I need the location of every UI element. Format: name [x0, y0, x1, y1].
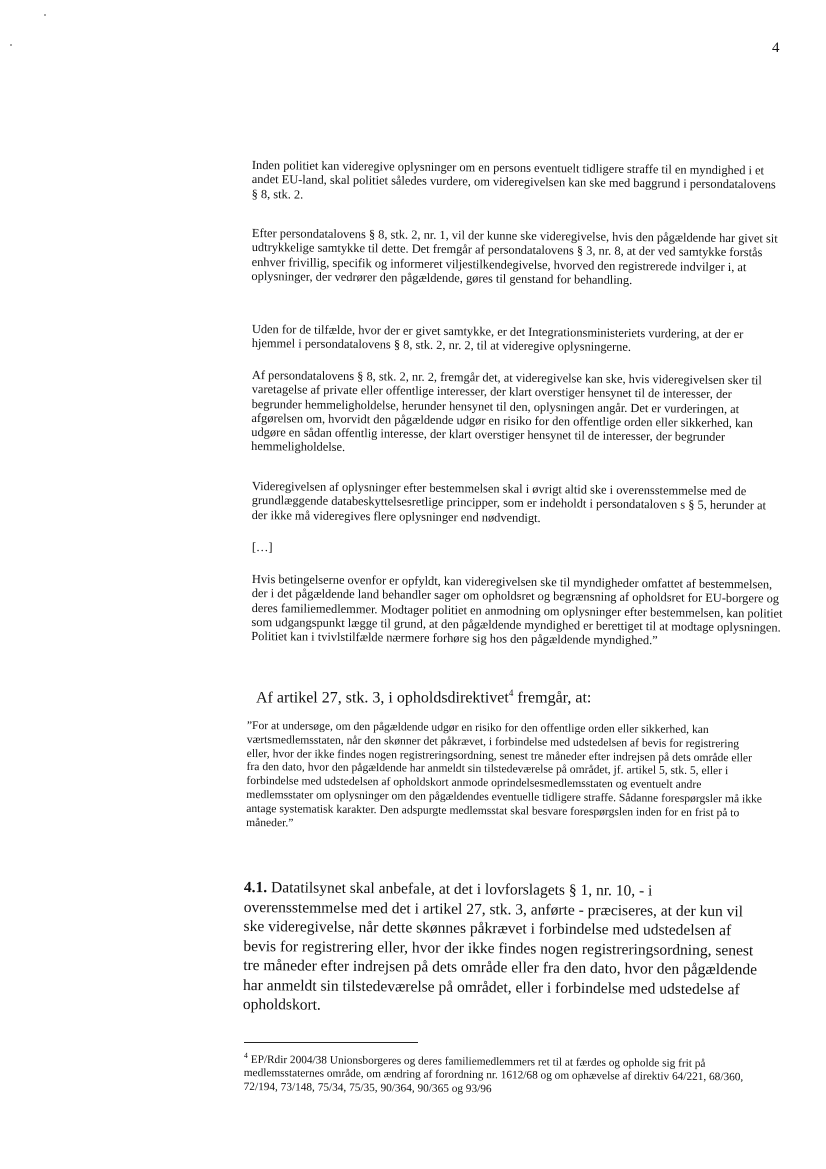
scan-speck — [10, 44, 12, 46]
quote-intro-heading — [256, 684, 788, 707]
paragraph-2: Efter persondatalovens § 8, stk. 2, nr. 1, vil der kunne ske videregivelse, hvis den pågældende har givet sit udtrykkelige samtykke til dette. Det fremgår af persondatalovens § 3, nr. 8, at der ved samtykke forstås enhver frivillig, specifik og informeret viljestilkendegivelse, hvorved den registrerede indvilger i, at oplysninger, der vedrører den pågældende, gøres til genstand for behandling. — [251, 226, 778, 287]
page-number: 4 — [772, 40, 780, 56]
footnote-divider — [244, 1042, 418, 1043]
article-quote: ”For at undersøge, om den pågældende udgør en risiko for den offentlige orden eller sikkerhed, kan værtsmedlemsstaten, når den skønner det påkrævet, i forbindelse med udstedelsen af bevis for registrering eller, hvor der ikke findes nogen registreringsordning, senest tre måneder efter indrejsen på dets område eller fra den dato, hvor den pågældende har anmeldt sin tilstedeværelse på området, jf. artikel 5, stk. 5, eller i forbindelse med udstedelsen af opholdskort anmode oprindelsesmedlemsstaten og eventuelt andre medlemsstater om oplysninger om den pågældendes eventuelle tidligere straffe. Sådanne forespørgsler må ikke antage systematisk karakter. Den adspurgte medlemsstat skal besvare forespørgslen inden for en frist på to måneder.” — [246, 719, 763, 829]
quote-intro-tail: fremgår, at: — [513, 689, 592, 707]
footnote-reference[interactable]: 4 — [508, 688, 514, 698]
section-text: Datatilsynet skal anbefale, at det i lovforslagets § 1, nr. 10, - i overensstemmelse med det i artikel 27, stk. 3, anførte - præciseres, at der kun vil ske videregivelse, når dette skønnes påkrævet i forbindelse med udstedelsen af bevis for registrering eller, hvor der ikke findes nogen registreringsordning, senest tre måneder efter indrejsen på dets område eller fra den dato, hvor den pågældende har anmeldt sin tilstedeværelse på området, eller i forbindelse med udstedelse af opholdskort. — [242, 879, 758, 1014]
paragraph-1: Inden politiet kan videregive oplysninger om en persons eventuelt tidligere straffe til en myndighed i et andet EU-land, skal politiet således vurdere, om videregivelsen kan ske med baggrund i persondatalovens § 8, stk. 2. — [251, 158, 776, 202]
footnote — [244, 1049, 764, 1099]
paragraph-4: Af persondatalovens § 8, stk. 2, nr. 2, fremgår det, at videregivelse kan ske, hvis videregivelsen sker til varetagelse af private eller offentlige interesser, der klart overstiger hensynet til de interesser, der begrunder hemmeligholdelse, herunder hensynet til den, oplysningen angår. Det er vurderingen, at afgørelsen om, hvorvidt den pågældende udgør en risiko for den offentlige orden eller sikkerhed, kan udgøre en sådan offentlig interesse, der klart overstiger hensynet til de interesser, der begrunder hemmeligholdelse. — [251, 368, 762, 455]
footnote-text: EP/Rdir 2004/38 Unionsborgeres og deres familiemedlemmers ret til at færdes og opholde sig frit på medlemsstaternes område, om ændring af forordning nr. 1612/68 og om ophævelse af direktiv 64/221, 68/360, 72/194, 73/148, 75/34, 75/35, 90/364, 90/365 og 93/96 — [243, 1053, 744, 1096]
footnote-marker: 4 — [243, 1050, 248, 1061]
paragraph-5: Videregivelsen af oplysninger efter bestemmelsen skal i øvrigt altid ske i overensstemmelse med de grundlæggende databeskyttelsesretlige principper, som er indeholdt i persondataloven s § 5, herunder at der ikke må videregives flere oplysninger end nødvendigt. — [251, 479, 767, 525]
paragraph-3: Uden for de tilfælde, hvor der er givet samtykke, er det Integrationsministeriets vurdering, at der er hjemmel i persondatalovens § 8, stk. 2, nr. 2, til at videregive oplysningerne. — [251, 322, 744, 355]
section-4-1 — [243, 878, 764, 1019]
section-number: 4.1. — [243, 878, 268, 897]
quote-intro-text: Af artikel 27, stk. 3, i opholdsdirektivet — [256, 689, 509, 707]
paragraph-6: Hvis betingelserne ovenfor er opfyldt, kan videregivelsen ske til myndigheder omfattet af bestemmelsen, der i det pågældende land behandler sager om opholdsret og begrænsning af opholdsret for EU-borgere og deres familiemedlemmer. Modtager politiet en anmodning om oplysninger efter bestemmelsen, kan politiet som udgangspunkt lægge til grund, at den pågældende myndighed er berettiget til at modtage oplysningen. Politiet kan i tvivlstilfælde nærmere forhøre sig hos den pågældende myndighed.” — [251, 572, 783, 648]
ellipsis-marker: […] — [251, 540, 273, 555]
scan-speck — [44, 14, 46, 16]
